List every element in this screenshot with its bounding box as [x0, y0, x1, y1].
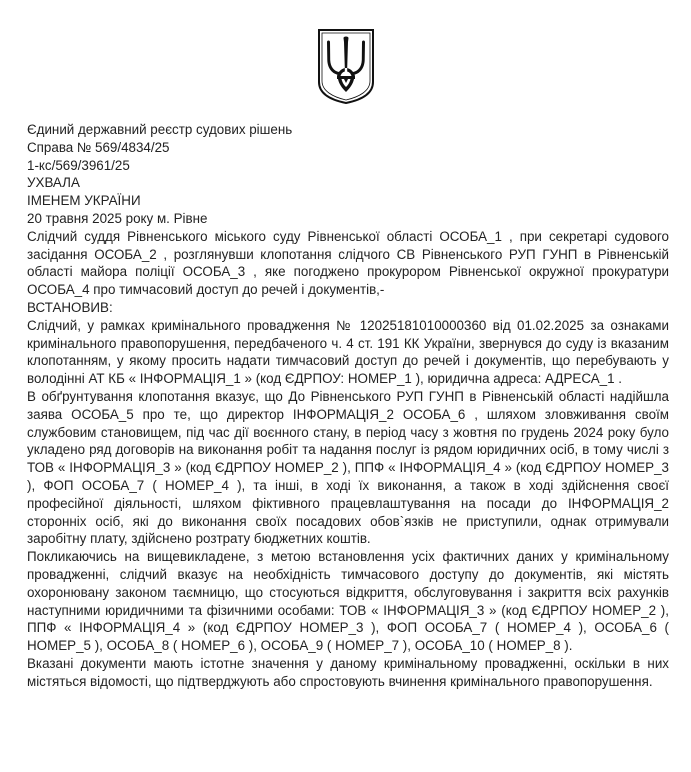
body-paragraph: В обґрунтування клопотання вказує, що До Рівненського РУП ГУНП в Рівненській області надійшла заява ОСОБА_5 про те, що директор ІНФОРМАЦІЯ_2 ОСОБА_6 , шляхом зловживання своїм службовим становищем, під час дії воєнного стану, в період часу з жовтня по грудень 2024 року було укладено ряд договорів на виконання робіт та надання послуг із рядом юридичних осіб, в тому числі з ТОВ « ІНФОРМАЦІЯ_3 » (код ЄДРПОУ НОМЕР_2 ), ППФ « ІНФОРМАЦІЯ_4 » (код ЄДРПОУ НОМЕР_3 ), ФОП ОСОБА_7 ( НОМЕР_4 ), та інші, в ході їх виконання, а також в ході здійснення своєї професійної діяльності, шляхом фіктивного працевлаштування на посади до ІНФОРМАЦІЯ_2 сторонніх осіб, які до виконання своїх посадових обов`язків не приступили, однак отримували заробітну плату, здійснено розтрату бюджетних коштів. — [27, 388, 669, 547]
registry-title: Єдиний державний реєстр судових рішень — [27, 122, 293, 137]
date-and-place: 20 травня 2025 року м. Рівне — [27, 210, 208, 226]
in-the-name-heading: ІМЕНЕМ УКРАЇНИ — [27, 193, 141, 209]
established-heading: ВСТАНОВИВ: — [27, 299, 113, 315]
document-type: УХВАЛА — [27, 175, 80, 191]
case-number: Справа № 569/4834/25 — [27, 139, 170, 155]
court-decision-document — [27, 121, 669, 691]
ukraine-trident-coat-of-arms-icon — [317, 28, 375, 104]
body-paragraph: Слідчий, у рамках кримінального провадження № 12025181010000360 від 01.02.2025 за ознаками кримінального правопорушення, передбаченого ч. 4 ст. 191 КК України, звернувся до суду із вказаним клопотанням, у якому просить надати тимчасовий доступ до речей і документів, що перебувають у володінні АТ КБ « ІНФОРМАЦІЯ_1 » (код ЄДРПОУ: НОМЕР_1 ), юридична адреса: АДРЕСА_1 . — [27, 317, 669, 387]
body-paragraph: Вказані документи мають істотне значення у даному кримінальному провадженні, оскільки в них містяться відомості, що підтверджують або спростовують вчинення кримінального правопорушення. — [27, 655, 669, 689]
intro-paragraph: Слідчий суддя Рівненського міського суду Рівненської області ОСОБА_1 , при секретарі судового засідання ОСОБА_2 , розглянувши клопотання слідчого СВ Рівненського РУП ГУНП в Рівненській області майора поліції ОСОБА_3 , яке погоджено прокурором Рівненської окружної прокуратури ОСОБА_4 про тимчасовий доступ до речей і документів,- — [27, 228, 669, 298]
proceeding-number: 1-кс/569/3961/25 — [27, 157, 130, 173]
body-paragraph: Покликаючись на вищевикладене, з метою встановлення усіх фактичних даних у кримінальному провадженні, слідчий вказує на необхідність тимчасового доступу до документів, які містять охоронювану законом таємницю, що стосуються відкриття, обслуговування і закриття всіх рахунків наступними юридичними та фізичними особами: ТОВ « ІНФОРМАЦІЯ_3 » (код ЄДРПОУ НОМЕР_2 ), ППФ « ІНФОРМАЦІЯ_4 » (код ЄДРПОУ НОМЕР_3 ), ФОП ОСОБА_7 ( НОМЕР_4 ), ОСОБА_6 ( НОМЕР_5 ), ОСОБА_8 ( НОМЕР_6 ), ОСОБА_9 ( НОМЕР_7 ), ОСОБА_10 ( НОМЕР_8 ). — [27, 549, 669, 654]
